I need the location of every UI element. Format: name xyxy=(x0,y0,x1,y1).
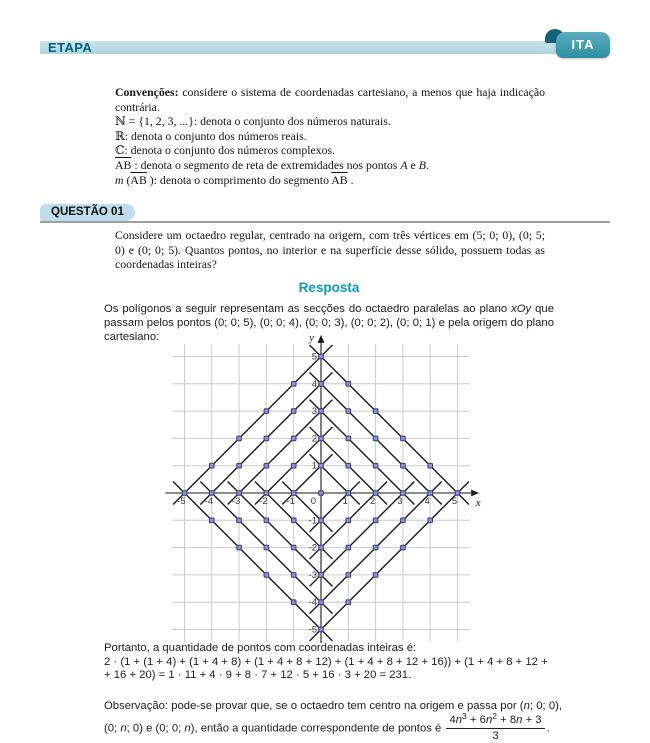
lattice-point-marker xyxy=(264,463,269,468)
y-tick-label: -5 xyxy=(308,624,317,636)
x-tick-label: 5 xyxy=(451,496,458,507)
lattice-point-marker xyxy=(319,545,324,550)
observation-period: . xyxy=(546,722,550,735)
lattice-point-marker xyxy=(401,491,406,496)
conventions-block xyxy=(115,85,545,187)
diamond-edge xyxy=(173,482,332,641)
lattice-point-marker xyxy=(373,491,378,496)
convention-line: $\overline{AB}$ : denota o segmento de reta de extremidades nos pontos A e B. xyxy=(115,157,429,172)
x-tick-label: 3 xyxy=(397,496,403,507)
exam-tab-label: ITA xyxy=(571,37,595,52)
lattice-point-marker xyxy=(373,573,378,578)
diamond-edge xyxy=(310,400,415,505)
lattice-point-marker xyxy=(264,573,269,578)
lattice-point-marker xyxy=(401,436,406,441)
y-tick-label: 2 xyxy=(311,433,317,445)
lattice-point-marker xyxy=(346,600,351,605)
lattice-point-marker xyxy=(346,463,351,468)
lattice-point-marker xyxy=(428,491,433,496)
y-tick-label: 3 xyxy=(311,406,317,418)
lattice-point-marker xyxy=(291,545,296,550)
lattice-point-marker xyxy=(428,463,433,468)
lattice-point-marker xyxy=(291,518,296,523)
x-tick-label: 2 xyxy=(369,496,376,507)
lattice-point-marker xyxy=(373,518,378,523)
lattice-point-marker xyxy=(373,463,378,468)
cross-sections-diagram xyxy=(159,331,483,655)
lattice-point-marker xyxy=(291,600,296,605)
lattice-point-marker xyxy=(291,409,296,414)
lattice-point-marker xyxy=(237,491,242,496)
lattice-point-marker xyxy=(319,409,324,414)
lattice-point-marker xyxy=(319,354,324,359)
lattice-point-marker xyxy=(291,382,296,387)
y-tick-label: -3 xyxy=(308,569,317,581)
lattice-point-marker xyxy=(264,491,269,496)
lattice-point-marker xyxy=(291,463,296,468)
lattice-point-marker xyxy=(237,545,242,550)
lattice-point-marker xyxy=(264,518,269,523)
lattice-point-marker xyxy=(346,491,351,496)
lattice-point-marker xyxy=(346,573,351,578)
question-badge: QUESTÃO 01 xyxy=(40,204,135,221)
convention-line: ℝ: denota o conjunto dos números reais. xyxy=(115,128,307,143)
header-bar xyxy=(40,41,610,54)
x-tick-label: -2 xyxy=(259,496,268,507)
lattice-point-marker xyxy=(319,518,324,523)
lattice-point-marker xyxy=(237,436,242,441)
y-tick-label: -1 xyxy=(308,515,317,527)
y-tick-label: -4 xyxy=(308,597,317,609)
x-axis-label: x xyxy=(475,497,481,509)
lattice-point-marker xyxy=(319,463,324,468)
diamond-edge xyxy=(310,454,360,504)
lattice-point-marker xyxy=(291,573,296,578)
x-tick-label: -5 xyxy=(177,496,186,507)
lattice-point-marker xyxy=(237,518,242,523)
lattice-point-marker xyxy=(373,545,378,550)
answer-intro: Os polígonos a seguir representam as secções do octaedro paralelas ao plano xOy que passam pelos pontos (0; 0; 5), (0; 0; 4), (0; 0; 3), (0; 0; 2), (0; 0; 1) e pela origem do plano cartesiano: xyxy=(104,303,554,344)
observation-paragraph xyxy=(104,699,562,743)
lattice-point-marker xyxy=(428,518,433,523)
lattice-point-marker xyxy=(319,627,324,632)
lattice-point-marker xyxy=(182,491,187,496)
lattice-point-marker xyxy=(346,436,351,441)
x-tick-label: -4 xyxy=(204,496,214,507)
fraction xyxy=(446,710,544,743)
diamond-edge xyxy=(310,345,469,504)
origin-label: 0 xyxy=(310,496,316,507)
diamond-edge xyxy=(310,482,469,641)
conclusion-block xyxy=(104,642,570,683)
brand-logo: ETAPA xyxy=(48,40,93,55)
x-tick-label: 4 xyxy=(424,496,430,507)
lattice-point-marker xyxy=(373,436,378,441)
fraction-denominator: 3 xyxy=(446,728,544,743)
y-tick-label: -2 xyxy=(308,542,317,554)
lattice-point-marker xyxy=(210,463,215,468)
lattice-point-marker xyxy=(319,491,324,496)
lattice-point-marker xyxy=(346,518,351,523)
lattice-point-marker xyxy=(455,491,460,496)
x-tick-label: -3 xyxy=(231,496,241,507)
section-rule xyxy=(40,221,610,223)
x-tick-label: 1 xyxy=(342,496,348,507)
diamond-edge xyxy=(173,345,332,504)
lattice-point-marker xyxy=(291,491,296,496)
y-axis-label: y xyxy=(309,331,314,344)
y-axis-arrow xyxy=(318,335,325,343)
y-tick-label: 5 xyxy=(311,351,317,363)
exam-tab xyxy=(556,32,610,58)
lattice-point-marker xyxy=(237,463,242,468)
lattice-point-marker xyxy=(319,600,324,605)
x-tick-label: -1 xyxy=(286,496,295,507)
fraction-numerator: $4n^3 + 6n^2 + 8n + 3$ xyxy=(449,710,542,726)
lattice-point-marker xyxy=(264,409,269,414)
lattice-point-marker xyxy=(346,545,351,550)
lattice-point-marker xyxy=(210,491,215,496)
conclusion-line: 2 · (1 + (1 + 4) + (1 + 4 + 8) + (1 + 4 + 8 + 12) + (1 + 4 + 8 + 12 + 16)) + (1 + 4 + 8 + 12 + xyxy=(104,655,548,668)
observation-text: Observação: pode-se provar que, se o octaedro tem centro na origem e passa por (n; 0; 0), (0; n; 0) e (0; 0; n), então a quantidade correspondente de pontos é xyxy=(104,700,562,735)
lattice-point-marker xyxy=(346,382,351,387)
y-tick-label: 1 xyxy=(311,460,317,472)
y-tick-label: 4 xyxy=(311,378,317,390)
lattice-point-marker xyxy=(264,436,269,441)
convention-line: m ($\overline{AB}$ ): denota o comprimento do segmento $\overline{AB}$ . xyxy=(115,172,354,187)
convention-line: ℕ = {1, 2, 3, ...}: denota o conjunto dos números naturais. xyxy=(115,114,391,129)
answer-heading: Resposta xyxy=(298,280,360,295)
lattice-point-marker xyxy=(319,436,324,441)
lattice-point-marker xyxy=(401,545,406,550)
x-axis-arrow xyxy=(471,490,479,497)
convention-line: Convenções: considere o sistema de coordenadas cartesiano, a menos que haja indicação contrária. xyxy=(115,85,545,114)
diamond-edge xyxy=(310,482,360,532)
lattice-point-marker xyxy=(319,573,324,578)
question-text: Considere um octaedro regular, centrado na origem, com três vértices em (5; 0; 0), (0; 5; 0) e (0; 0; 5). Quantos pontos, no interior e na superfície desse sólido, possuem todas as coordenadas inteiras? xyxy=(115,228,545,272)
lattice-point-marker xyxy=(210,518,215,523)
convention-line: ℂ: denota o conjunto dos números complexos. xyxy=(115,143,336,158)
lattice-point-marker xyxy=(401,463,406,468)
lattice-point-marker xyxy=(291,436,296,441)
conclusion-line: + 16 + 20) = 1 · 11 + 4 · 9 + 8 · 7 + 12 · 5 + 16 · 3 + 20 = 231. xyxy=(104,669,412,681)
lattice-point-marker xyxy=(373,409,378,414)
conclusion-line: Portanto, a quantidade de pontos com coordenadas inteiras é: xyxy=(104,642,417,654)
lattice-point-marker xyxy=(346,409,351,414)
lattice-point-marker xyxy=(264,545,269,550)
lattice-point-marker xyxy=(319,382,324,387)
lattice-point-marker xyxy=(401,518,406,523)
